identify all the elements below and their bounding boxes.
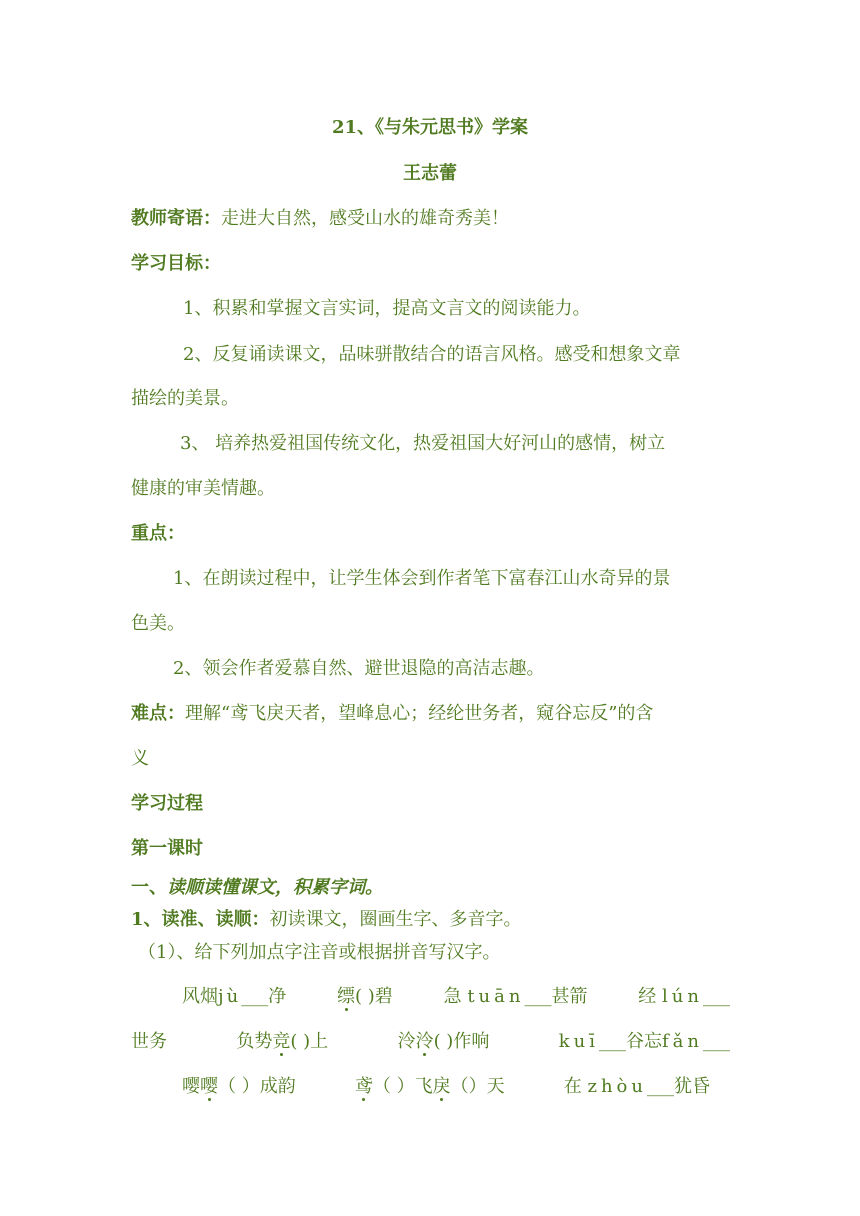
teacher-message-text: 走进大自然，感受山水的雄奇秀美！ — [221, 208, 509, 229]
teacher-message-label: 教师寄语： — [131, 208, 221, 229]
objective-item-1: 1、积累和掌握文言实词，提高文言文的阅读能力。 — [183, 298, 591, 319]
section-1-title: 读顺读懂课文，积累字词。 — [167, 877, 383, 898]
section-1-heading — [131, 876, 730, 900]
key-point-1-line-1: 1、在朗读过程中，让学生体会到作者笔下富春江山水奇异的景 — [173, 568, 671, 589]
process-heading: 学习过程 — [131, 793, 203, 814]
difficulty-line-2: 义 — [131, 748, 149, 769]
difficulty-label: 难点： — [131, 703, 185, 724]
author-name: 王志蕾 — [403, 163, 457, 184]
exercise-item-jing: 负势竞( )上 — [236, 1031, 329, 1052]
objective-item-2-line-2: 描绘的美景。 — [131, 388, 239, 409]
section-1-number: 一、 — [131, 877, 167, 898]
exercise-row-3 — [182, 1075, 710, 1099]
difficulty-line-1 — [131, 702, 730, 726]
exercise-item-piao: 缥( )碧 — [337, 986, 393, 1007]
exercise-item-shiwu: 世务 — [131, 1031, 167, 1052]
sub-1-label: 1、读准、读顺： — [131, 909, 270, 930]
document-title: 21、《与朱元思书》学案 — [331, 117, 529, 138]
teacher-message — [131, 207, 730, 231]
objective-item-3-line-2: 健康的审美情趣。 — [131, 478, 275, 499]
key-point-1-line-2: 色美。 — [131, 613, 185, 634]
exercise-item-ju: 风烟jù___净 — [182, 986, 287, 1007]
objective-item-2-line-1: 2、反复诵读课文，品味骈散结合的语言风格。感受和想象文章 — [183, 344, 681, 365]
key-points-heading: 重点： — [131, 523, 185, 544]
sub-1 — [131, 908, 730, 932]
objectives-heading: 学习目标： — [131, 253, 221, 274]
exercise-row-2 — [131, 1030, 730, 1054]
exercise-row-1 — [182, 985, 730, 1009]
sub-1-text: 初读课文，圈画生字、多音字。 — [269, 909, 522, 930]
exercise-item-tuan: 急 tuān___甚箭 — [443, 986, 588, 1007]
difficulty-text: 理解“鸢飞戾天者，望峰息心；经纶世务者，窥谷忘反”的含 — [185, 703, 654, 724]
exercise-item-ying: 嘤嘤（ ）成韵 — [182, 1076, 296, 1097]
lesson-heading: 第一课时 — [131, 838, 203, 859]
sub-1-1: （1）、给下列加点字注音或根据拼音写汉字。 — [138, 942, 501, 963]
exercise-item-ling: 泠泠( )作响 — [397, 1031, 490, 1052]
key-point-2: 2、领会作者爱慕自然、避世退隐的高洁志趣。 — [173, 658, 545, 679]
exercise-item-yuan-li: 鸢（ ）飞戾（）天 — [354, 1076, 505, 1097]
exercise-item-kui: kuī___谷忘fǎn___ — [558, 1031, 730, 1052]
exercise-item-lun: 经 lún___ — [638, 986, 730, 1007]
exercise-item-zhou: 在 zhòu___犹昏 — [563, 1076, 710, 1097]
objective-item-3-line-1: 3、 培养热爱祖国传统文化，热爱祖国大好河山的感情，树立 — [180, 433, 666, 454]
